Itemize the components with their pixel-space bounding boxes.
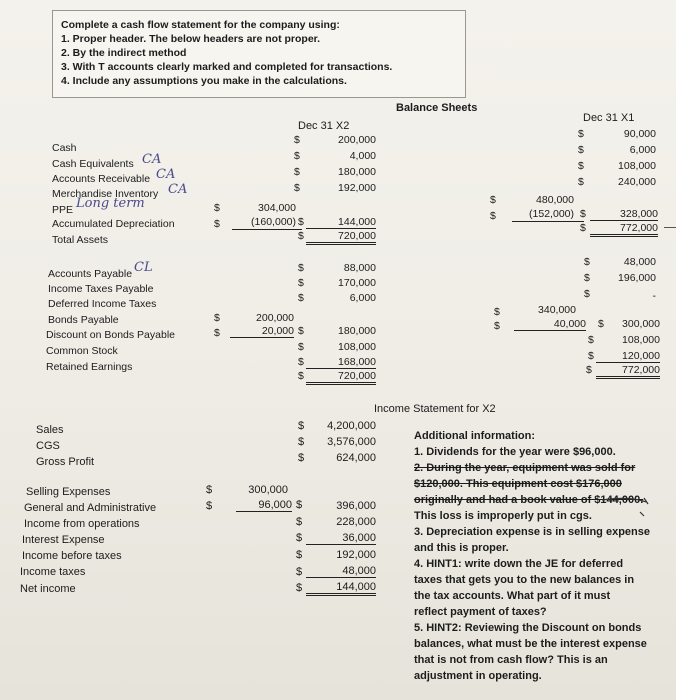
additional-info-line: reflect payment of taxes? [414,606,547,618]
row-label-merchandise-inventory: Merchandise Inventory [52,188,159,200]
row-label-total-assets: Total Assets [52,234,109,246]
value-x2-retained-earnings: 168,000 [306,356,376,369]
dollar-sign: $ [490,194,496,206]
dollar-sign: $ [294,150,300,162]
dollar-sign: $ [298,370,304,382]
dollar-sign: $ [296,582,303,594]
is-value-sales: 4,200,000 [327,420,376,432]
dollar-sign: $ [298,325,304,337]
instruction-line: 4. Include any assumptions you make in the calculations. [61,75,347,87]
dollar-sign: $ [206,500,213,512]
additional-info-line: that is not from cash flow? This is an [414,654,608,666]
value-x2-accounts-receivable: 180,000 [338,166,376,178]
dollar-sign: $ [294,182,300,194]
row-label-ppe: PPE [52,204,74,216]
value-x1-retained-earnings: 120,000 [596,350,660,363]
additional-info-line: taxes that gets you to the new balances in [414,574,635,586]
dollar-sign: $ [578,128,584,140]
dollar-sign: $ [294,166,300,178]
row-label-cash: Cash [52,142,77,154]
dollar-sign: $ [298,436,305,448]
instruction-line: 2. By the indirect method [61,47,187,59]
value-x2-bonds-payable: 200,000 [256,312,294,324]
is-value-income-from-operations: 228,000 [336,516,376,528]
is-label-sales: Sales [36,424,64,436]
value-x1-discount-on-bonds: 40,000 [514,318,586,331]
additional-info-line: adjustment in operating. [414,670,542,682]
dollar-sign: $ [298,420,305,432]
value-x1-accumulated-depreciation: (152,000) [529,208,574,220]
dollar-sign: $ [298,341,304,353]
row-label-cash-equivalents: Cash Equivalents [52,158,134,170]
dollar-sign: $ [588,334,594,346]
is-value-net-income: 144,000 [306,581,376,596]
additional-info-line: $120,000. This equipment cost $176,000 [414,478,622,490]
underline [512,221,584,222]
value-x2-accumulated-depreciation: (160,000) [251,216,296,228]
row-label-discount-on-bonds: Discount on Bonds Payable [46,329,175,341]
dollar-sign: $ [580,222,586,234]
dollar-sign: $ [586,364,592,376]
additional-info-line: the tax accounts. What part of it must [414,590,611,602]
dollar-sign: $ [598,318,604,330]
value-x2-cash: 200,000 [338,134,376,146]
value-x1-total-assets: 772,000 [590,222,658,237]
dollar-sign: $ [584,256,590,268]
value-x2-discount-on-bonds: 20,000 [230,325,294,338]
dollar-sign: $ [298,262,304,274]
row-label-common-stock: Common Stock [46,345,118,357]
margin-mark [664,227,676,228]
value-x1-deferred-taxes: - [652,290,656,302]
is-label-income-taxes: Income taxes [20,566,86,578]
dollar-sign: $ [578,176,584,188]
additional-info-line: 3. Depreciation expense is in selling expense [414,526,650,538]
value-x2-common-stock: 108,000 [338,341,376,353]
handwritten-bracket-mark [600,494,650,518]
dollar-sign: $ [298,277,304,289]
instruction-line: Complete a cash flow statement for the company using: [61,19,340,31]
column-header-x2: Dec 31 X2 [298,120,350,132]
additional-info-line: originally and had a book value of $144,000. [414,494,644,506]
value-x2-cash-equivalents: 4,000 [349,150,376,162]
dollar-sign: $ [584,272,590,284]
value-x2-deferred-taxes: 6,000 [349,292,376,304]
additional-info-line: 2. During the year, equipment was sold for [414,462,636,474]
dollar-sign: $ [578,144,584,156]
dollar-sign: $ [584,288,590,300]
dollar-sign: $ [214,218,220,230]
value-x2-inventory: 192,000 [338,182,376,194]
additional-info-line: 5. HINT2: Reviewing the Discount on bonds [414,622,642,634]
value-x2-ppe: 304,000 [258,202,296,214]
is-label-cgs: CGS [36,440,60,452]
dollar-sign: $ [298,452,305,464]
dollar-sign: $ [296,549,303,561]
is-label-selling-expenses: Selling Expenses [26,486,111,498]
is-label-gross-profit: Gross Profit [36,456,95,468]
column-header-x1: Dec 31 X1 [583,112,635,124]
dollar-sign: $ [296,566,303,578]
is-label-income-before-taxes: Income before taxes [22,550,122,562]
additional-info-line: and this is proper. [414,542,509,554]
additional-info-line: balances, what must be the interest expense [414,638,647,650]
row-label-deferred-income-taxes: Deferred Income Taxes [48,298,157,310]
dollar-sign: $ [298,230,304,242]
value-x1-cash-equivalents: 6,000 [629,144,656,156]
value-x1-total-le: 772,000 [596,364,660,379]
is-value-income-taxes: 48,000 [306,565,376,578]
is-value-selling-expenses: 300,000 [248,484,288,496]
row-label-bonds-payable: Bonds Payable [48,314,119,326]
is-value-gross-profit: 624,000 [336,452,376,464]
dollar-sign: $ [214,327,220,339]
dollar-sign: $ [298,216,304,228]
dollar-sign: $ [578,160,584,172]
dollar-sign: $ [490,210,496,222]
is-label-income-from-operations: Income from operations [24,518,140,530]
dollar-sign: $ [494,320,500,332]
balance-sheet-title: Balance Sheets [396,102,478,114]
instructions-box [52,10,466,98]
is-label-interest-expense: Interest Expense [22,534,105,546]
value-x1-net-bonds: 300,000 [622,318,660,330]
value-x1-accounts-receivable: 108,000 [618,160,656,172]
dollar-sign: $ [298,356,304,368]
value-x1-net-ppe: 328,000 [590,208,658,221]
value-x1-inventory: 240,000 [618,176,656,188]
dollar-sign: $ [588,350,594,362]
row-label-accounts-payable: Accounts Payable [48,268,133,280]
is-value-cgs: 3,576,000 [327,436,376,448]
instruction-line: 3. With T accounts clearly marked and completed for transactions. [61,61,393,73]
value-x2-income-taxes-payable: 170,000 [338,277,376,289]
value-x2-net-bonds: 180,000 [338,325,376,337]
value-x1-accounts-payable: 48,000 [623,256,656,268]
handwritten-annotation: CA [156,167,176,182]
value-x1-cash: 90,000 [623,128,656,140]
additional-info-line: This loss is improperly put in cgs. [414,510,592,522]
value-x2-total-assets: 720,000 [306,230,376,245]
dollar-sign: $ [296,532,303,544]
value-x2-total-le: 720,000 [306,370,376,385]
is-value-income-before-taxes: 192,000 [336,549,376,561]
is-label-general-admin: General and Administrative [24,502,157,514]
handwritten-annotation: CA [142,152,162,167]
is-label-net-income: Net income [20,583,76,595]
row-label-income-taxes-payable: Income Taxes Payable [48,283,154,295]
dollar-sign: $ [298,292,304,304]
additional-info-line: 1. Dividends for the year were $96,000. [414,446,616,458]
row-label-retained-earnings: Retained Earnings [46,361,133,373]
value-x1-ppe: 480,000 [536,194,574,206]
additional-info-title: Additional information: [414,430,535,442]
dollar-sign: $ [206,484,213,496]
value-x2-accounts-payable: 88,000 [343,262,376,274]
row-label-accumulated-depreciation: Accumulated Depreciation [52,218,175,230]
dollar-sign: $ [294,134,300,146]
value-x1-income-taxes-payable: 196,000 [618,272,656,284]
dollar-sign: $ [296,499,303,511]
dollar-sign: $ [296,516,303,528]
is-value-interest-expense: 36,000 [306,532,376,545]
row-label-accounts-receivable: Accounts Receivable [52,173,151,185]
is-value-total-opex: 396,000 [336,500,376,512]
value-x1-common-stock: 108,000 [622,334,660,346]
income-statement-title: Income Statement for X2 [374,403,496,415]
handwritten-annotation: Long term [76,196,145,211]
additional-info-line: 4. HINT1: write down the JE for deferred [414,558,624,570]
value-x1-bonds-payable: 340,000 [538,304,576,316]
dollar-sign: $ [494,306,500,318]
dollar-sign: $ [580,208,586,220]
handwritten-annotation: CA [168,182,188,197]
dollar-sign: $ [214,312,220,324]
instruction-line: 1. Proper header. The below headers are not proper. [61,33,321,45]
value-x2-net-ppe: 144,000 [306,216,376,229]
dollar-sign: $ [214,202,220,214]
underline [232,229,302,230]
is-value-general-admin: 96,000 [236,499,292,512]
handwritten-annotation: CL [134,260,153,275]
